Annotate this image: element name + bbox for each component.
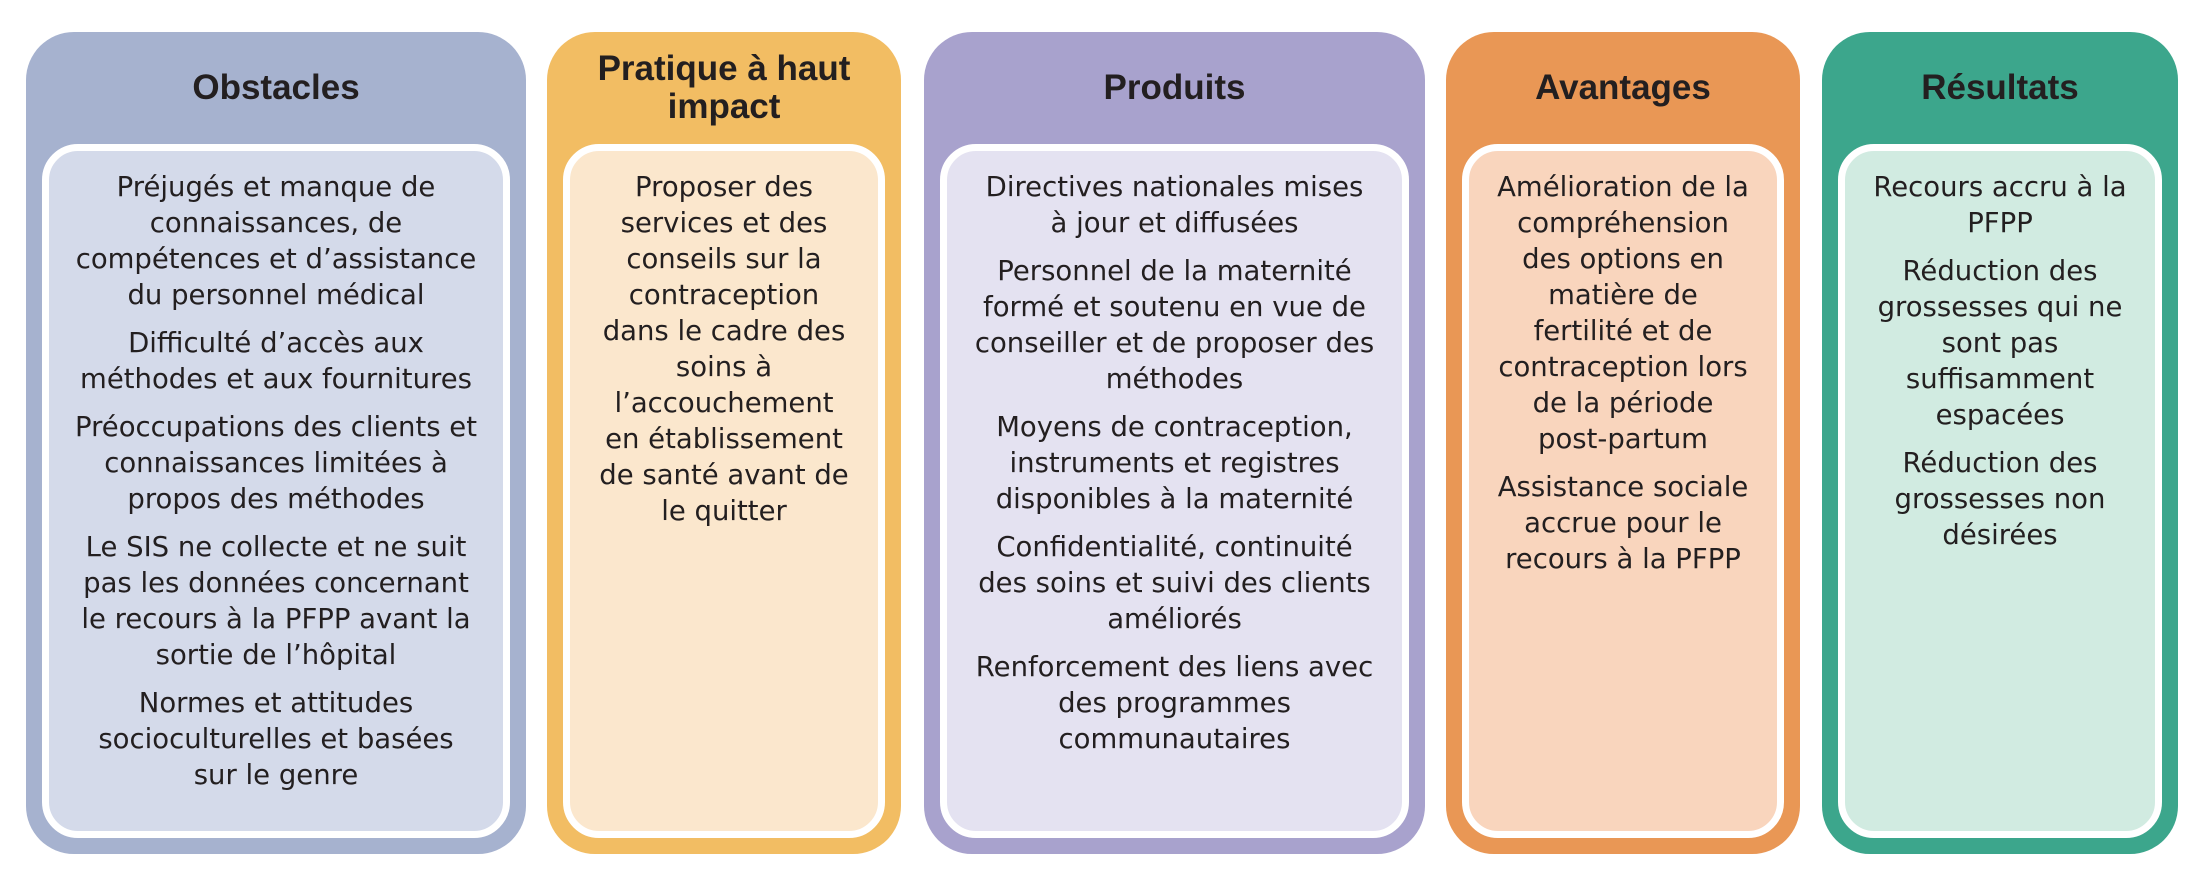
column-title: Produits xyxy=(1103,68,1246,107)
column-avantages xyxy=(1446,32,1800,854)
list-item: Le SIS ne collecte et ne suit pas les données concernant le recours à la PFPP avant la sortie de l’hôpital xyxy=(81,531,471,671)
list-item: Assistance sociale accrue pour le recours à la PFPP xyxy=(1497,471,1749,575)
list-item: Préoccupations des clients et connaissances limitées à propos des méthodes xyxy=(75,411,478,515)
list-item: Réduction des grossesses qui ne sont pas suffisamment espacées xyxy=(1877,255,2123,431)
list-item: Difficulté d’accès aux méthodes et aux fournitures xyxy=(80,327,472,395)
column-produits xyxy=(924,32,1425,854)
list-item: Réduction des grossesses non désirées xyxy=(1894,447,2106,551)
column-title: Obstacles xyxy=(192,68,360,107)
column-panel xyxy=(940,144,1409,838)
column-title: Avantages xyxy=(1535,68,1711,107)
column-resultats xyxy=(1822,32,2178,854)
column-panel xyxy=(42,144,510,838)
list-item: Recours accru à la PFPP xyxy=(1873,171,2127,239)
column-title: Pratique à haut impact xyxy=(597,49,851,126)
list-item: Normes et attitudes socioculturelles et basées sur le genre xyxy=(98,687,454,791)
column-panel xyxy=(1838,144,2162,838)
column-panel xyxy=(1462,144,1784,838)
list-item: Préjugés et manque de connaissances, de compétences et d’assistance du personnel médical xyxy=(75,171,477,311)
column-obstacles xyxy=(26,32,526,854)
list-item: Directives nationales mises à jour et diffusées xyxy=(985,171,1364,239)
list-item: Renforcement des liens avec des programmes communautaires xyxy=(975,651,1374,755)
list-item: Proposer des services et des conseils sur la contraception dans le cadre des soins à l’accouchement en établissement de santé avant de le quitter xyxy=(599,171,849,527)
list-item: Personnel de la maternité formé et soutenu en vue de conseiller et de proposer des méthodes xyxy=(974,255,1375,395)
list-item: Moyens de contraception, instruments et registres disponibles à la maternité xyxy=(995,411,1354,515)
column-panel xyxy=(563,144,885,838)
column-high-impact-practice xyxy=(547,32,901,854)
list-item: Amélioration de la compréhension des options en matière de fertilité et de contraception lors de la période post-partum xyxy=(1497,171,1749,455)
column-title: Résultats xyxy=(1921,68,2079,107)
list-item: Confidentialité, continuité des soins et suivi des clients améliorés xyxy=(978,531,1371,635)
